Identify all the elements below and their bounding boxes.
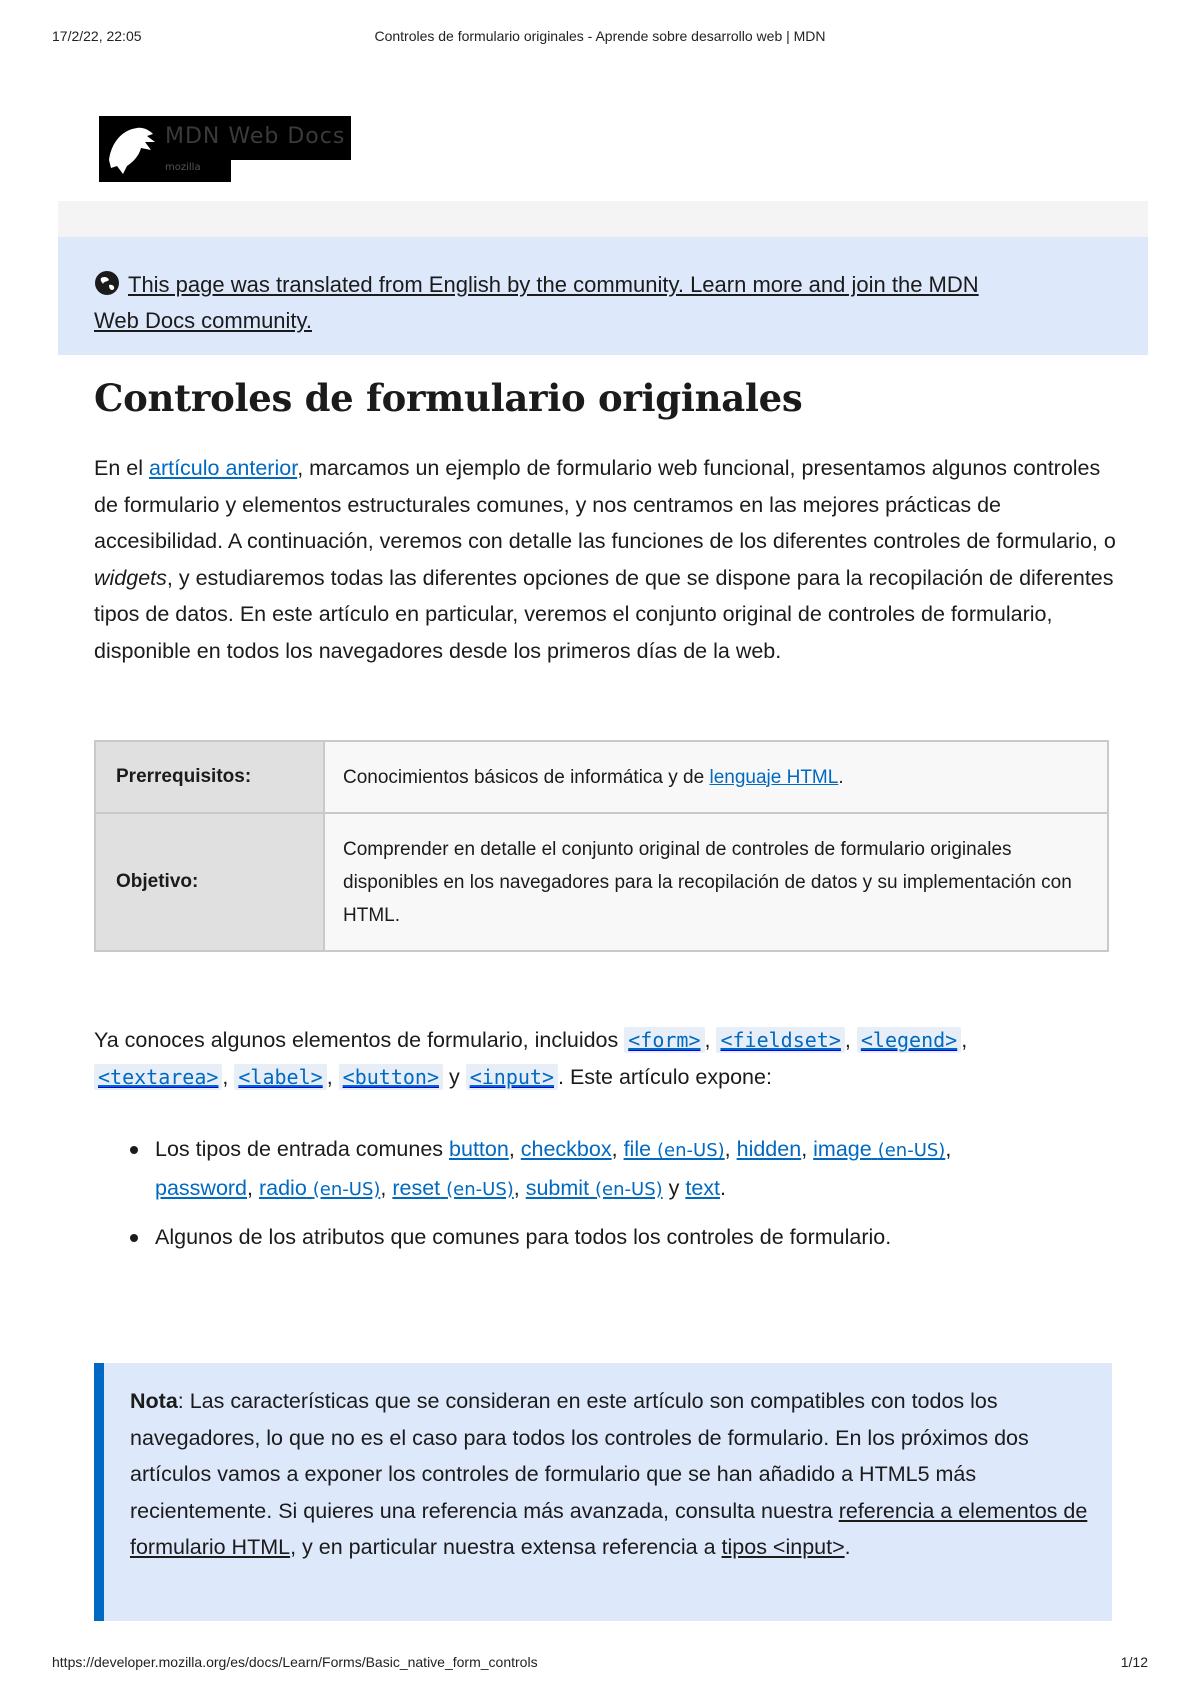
prerequisites-header: Prerrequisitos: (95, 741, 324, 813)
table-row (95, 741, 1108, 813)
print-title: Controles de formulario originales - Aprende sobre desarrollo web | MDN (374, 28, 826, 44)
type-file-link[interactable]: file (en-US) (623, 1137, 725, 1161)
mdn-dinosaur-icon (103, 120, 161, 178)
prerequisites-cell: Conocimientos básicos de informática y de lenguaje HTML. (324, 741, 1108, 813)
objective-cell: Comprender en detalle el conjunto original de controles de formulario originales disponibles en los navegadores para la recopilación de datos y su implementación con HTML. (324, 813, 1108, 951)
button-element-link[interactable]: <button> (339, 1064, 443, 1090)
logo-wordmark: MDN Web Docs (165, 124, 346, 149)
type-image-link[interactable]: image (en-US) (813, 1137, 946, 1161)
fieldset-element-link[interactable]: <fieldset> (716, 1027, 844, 1053)
page-number: 1/12 (1120, 1654, 1148, 1670)
input-types-link[interactable]: tipos <input> (721, 1535, 845, 1559)
logo-brand: mozilla (165, 162, 201, 173)
textarea-element-link[interactable]: <textarea> (94, 1064, 222, 1090)
intro-paragraph: En el artículo anterior, marcamos un ejemplo de formulario web funcional, presentamos algunos controles de formulario y elementos estructurales comunes, y nos centramos en las mejores prácticas de accesibilidad. A continuación, veremos con detalle las funciones de los diferentes controles de formulario, o widgets, y estudiaremos todas las diferentes opciones de que se dispone para la recopilación de diferentes tipos de datos. En este artículo en particular, veremos el conjunto original de controles de formulario, disponible en todos los navegadores desde los primeros días de la web. (94, 456, 1116, 663)
type-button-link[interactable]: button (449, 1137, 509, 1161)
input-element-link[interactable]: <input> (466, 1064, 558, 1090)
print-datetime: 17/2/22, 22:05 (52, 28, 142, 44)
type-submit-link[interactable]: submit (en-US) (525, 1175, 663, 1200)
translation-notice (58, 237, 1148, 355)
type-text-link[interactable]: text (685, 1175, 721, 1200)
type-radio-link[interactable]: radio (en-US) (258, 1175, 381, 1200)
type-reset-link[interactable]: reset (en-US) (392, 1175, 514, 1200)
previous-article-link[interactable]: artículo anterior (148, 456, 298, 480)
label-element-link[interactable]: <label> (234, 1064, 326, 1090)
print-footer (52, 1654, 1148, 1674)
objective-header: Objetivo: (95, 813, 324, 951)
type-password-link[interactable]: password (155, 1175, 248, 1200)
table-row (95, 813, 1108, 951)
globe-icon (94, 270, 120, 296)
list-item: Algunos de los atributos que comunes para todos los controles de formulario. (130, 1219, 1130, 1256)
print-url: https://developer.mozilla.org/es/docs/Learn/Forms/Basic_native_form_controls (52, 1654, 538, 1670)
form-elements-paragraph: Ya conoces algunos elementos de formulario, incluidos <form> , <fieldset> , <legend> , <textarea> , <label> , <button> y <input> . Este artículo expone: (94, 1028, 968, 1089)
type-checkbox-link[interactable]: checkbox (520, 1137, 612, 1161)
page-title: Controles de formulario originales (94, 376, 803, 420)
top-bar (58, 201, 1148, 237)
note-label: Nota (130, 1389, 178, 1413)
mdn-logo[interactable] (99, 116, 351, 182)
type-hidden-link[interactable]: hidden (736, 1137, 802, 1161)
topics-list (130, 1131, 1130, 1267)
list-item: Los tipos de entrada comunes button, checkbox, file (en-US), hidden, image (en-US), password, radio (en-US), reset (en-US), submit (en-US) y text. (130, 1131, 1130, 1208)
note-callout: Nota: Las características que se consideran en este artículo son compatibles con todos los navegadores, lo que no es el caso para todos los controles de formulario. En los próximos dos artículos vamos a exponer los controles de formulario que se han añadido a HTML5 más recientemente. Si quieres una referencia más avanzada, consulta nuestra referencia a elementos de formulario HTML, y en particular nuestra extensa referencia a tipos <input>. (94, 1363, 1112, 1621)
translation-notice-link[interactable]: This page was translated from English by the community. Learn more and join the MDN Web Docs community. (94, 272, 979, 333)
form-elements-reference-link[interactable]: referencia a elementos de formulario HTML (130, 1498, 1088, 1559)
html-language-link[interactable]: lenguaje HTML (709, 766, 839, 788)
legend-element-link[interactable]: <legend> (857, 1027, 961, 1053)
form-element-link[interactable]: <form> (624, 1027, 704, 1053)
print-header (52, 28, 1148, 48)
learning-outcomes-table (94, 740, 1109, 952)
